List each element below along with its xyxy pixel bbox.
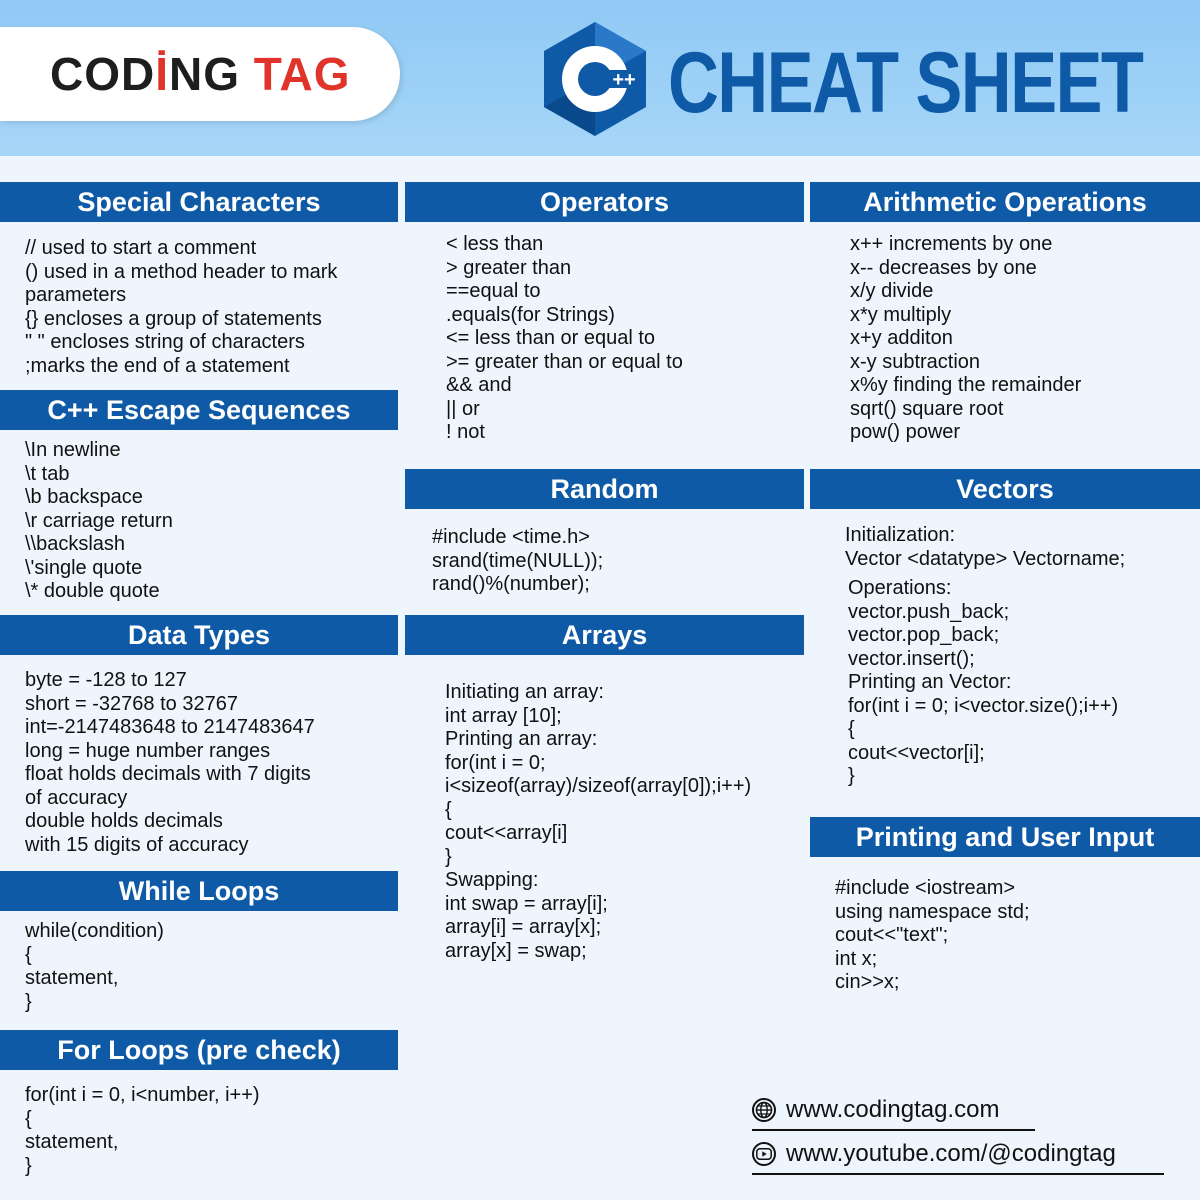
code-line: } [25, 1154, 32, 1177]
section-title-printing-input: Printing and User Input [810, 817, 1200, 857]
list-item: \b backspace [25, 486, 143, 508]
globe-icon [752, 1098, 776, 1122]
list-item: short = -32768 to 32767 [25, 692, 238, 715]
code-line: } [25, 990, 32, 1013]
youtube-link[interactable] [752, 1140, 1116, 1168]
section-title-arithmetic: Arithmetic Operations [810, 182, 1200, 222]
code-line: { [445, 798, 452, 821]
list-item: x*y multiply [850, 303, 952, 326]
list-item: < less than [446, 233, 544, 255]
section-title-while-loops: While Loops [0, 871, 398, 911]
section-title-special-characters: Special Characters [0, 182, 398, 222]
code-line: int swap = array[i]; [445, 892, 608, 915]
code-line: cin>>x; [835, 971, 900, 993]
list-item: .equals(for Strings) [446, 303, 615, 326]
website-url: www.codingtag.com [786, 1096, 1000, 1123]
code-line: cout<<"text"; [835, 924, 949, 946]
list-item: with 15 digits of accuracy [25, 833, 249, 856]
section-title-arrays: Arrays [405, 615, 804, 655]
vectors-init [845, 524, 1198, 571]
code-line: Swapping: [445, 869, 539, 891]
footer-divider [752, 1129, 1035, 1131]
code-line: rand()%(number); [432, 573, 590, 595]
list-item: \r carriage return [25, 509, 173, 532]
code-line: #include <time.h> [432, 526, 590, 548]
code-line: cout<<array[i] [445, 822, 568, 844]
code-line: cout<<vector[i]; [848, 741, 985, 764]
list-item: sqrt() square root [850, 397, 1004, 420]
code-line: Vector <datatype> Vectorname; [845, 547, 1126, 570]
vectors-operations [848, 577, 1198, 789]
list-item: ;marks the end of a statement [25, 354, 290, 377]
code-line: vector.push_back; [848, 600, 1010, 623]
code-line: while(condition) [25, 920, 164, 942]
while-loops-code [25, 920, 395, 1014]
code-line: using namespace std; [835, 900, 1030, 923]
code-line: Initialization: [845, 524, 956, 546]
list-item: x/y divide [850, 280, 934, 302]
code-line: Initiating an array: [445, 681, 604, 703]
list-item: () used in a method header to mark [25, 260, 338, 283]
list-item: double holds decimals [25, 810, 223, 832]
list-item: > greater than [446, 256, 572, 279]
section-title-operators: Operators [405, 182, 804, 222]
section-title-random: Random [405, 469, 804, 509]
list-item: byte = -128 to 127 [25, 669, 187, 691]
code-line: vector.pop_back; [848, 624, 1000, 646]
code-line: { [848, 718, 855, 740]
list-item: x-- decreases by one [850, 256, 1037, 279]
brand-logo[interactable] [0, 27, 400, 121]
list-item: >= greater than or equal to [446, 350, 683, 373]
for-loops-code [25, 1084, 395, 1178]
list-item: x++ increments by one [850, 233, 1053, 255]
list-item: // used to start a comment [25, 237, 257, 259]
list-item: parameters [25, 284, 127, 306]
list-item: float holds decimals with 7 digits [25, 763, 311, 785]
code-line: Operations: [848, 577, 952, 599]
code-line: #include <iostream> [835, 877, 1016, 899]
list-item: x-y subtraction [850, 350, 981, 373]
list-item: \* double quote [25, 580, 160, 602]
list-item: \'single quote [25, 556, 143, 579]
code-line: statement, [25, 1131, 119, 1153]
section-title-escape-sequences: C++ Escape Sequences [0, 390, 398, 430]
youtube-url: www.youtube.com/@codingtag [786, 1140, 1116, 1167]
list-item: {} encloses a group of statements [25, 307, 322, 330]
list-item: " " encloses string of characters [25, 331, 305, 353]
code-line: statement, [25, 967, 119, 989]
section-title-vectors: Vectors [810, 469, 1200, 509]
code-line: srand(time(NULL)); [432, 549, 604, 572]
section-title-for-loops: For Loops (pre check) [0, 1030, 398, 1070]
brand-logo-text: CODİNG TAG [50, 48, 351, 100]
section-title-data-types: Data Types [0, 615, 398, 655]
code-line: for(int i = 0; [445, 751, 546, 774]
code-line: vector.insert(); [848, 647, 975, 670]
code-line: i<sizeof(array)/sizeof(array[0]);i++) [445, 775, 752, 797]
special-characters-list [25, 237, 395, 378]
code-line: } [445, 845, 452, 868]
list-item: pow() power [850, 421, 961, 443]
list-item: x+y additon [850, 327, 953, 349]
code-line: array[x] = swap; [445, 939, 587, 962]
arithmetic-list [850, 233, 1198, 445]
list-item: \t tab [25, 462, 70, 485]
code-line: { [25, 1107, 32, 1130]
code-line: for(int i = 0, i<number, i++) [25, 1084, 260, 1106]
code-line: { [25, 943, 32, 966]
list-item: \In newline [25, 439, 121, 461]
random-code [432, 526, 802, 597]
list-item: ==equal to [446, 280, 541, 302]
code-line: } [848, 765, 855, 787]
escape-sequences-list [25, 439, 395, 604]
operators-list [446, 233, 801, 445]
list-item: <= less than or equal to [446, 327, 656, 349]
code-line: array[i] = array[x]; [445, 916, 602, 938]
list-item: \\backslash [25, 533, 126, 555]
list-item: || or [446, 397, 480, 420]
list-item: ! not [446, 421, 485, 443]
website-link[interactable] [752, 1096, 999, 1124]
data-types-list [25, 669, 395, 857]
tag-i-glyph: İ [155, 48, 170, 100]
code-line: Printing an Vector: [848, 671, 1012, 693]
list-item: x%y finding the remainder [850, 374, 1082, 396]
page-title: CHEAT SHEET [668, 35, 1143, 131]
code-line: int array [10]; [445, 704, 562, 727]
footer-divider [752, 1173, 1164, 1175]
arrays-code [445, 681, 802, 963]
list-item: int=-2147483648 to 2147483647 [25, 716, 315, 738]
youtube-icon [752, 1142, 776, 1166]
printing-input-code [835, 877, 1195, 995]
code-line: Printing an array: [445, 728, 598, 750]
code-line: for(int i = 0; i<vector.size();i++) [848, 694, 1119, 717]
list-item: long = huge number ranges [25, 739, 271, 762]
list-item: && and [446, 374, 512, 396]
svg-text:++: ++ [612, 69, 636, 91]
list-item: of accuracy [25, 786, 128, 809]
cpp-logo-icon [540, 20, 650, 138]
code-line: int x; [835, 947, 878, 970]
